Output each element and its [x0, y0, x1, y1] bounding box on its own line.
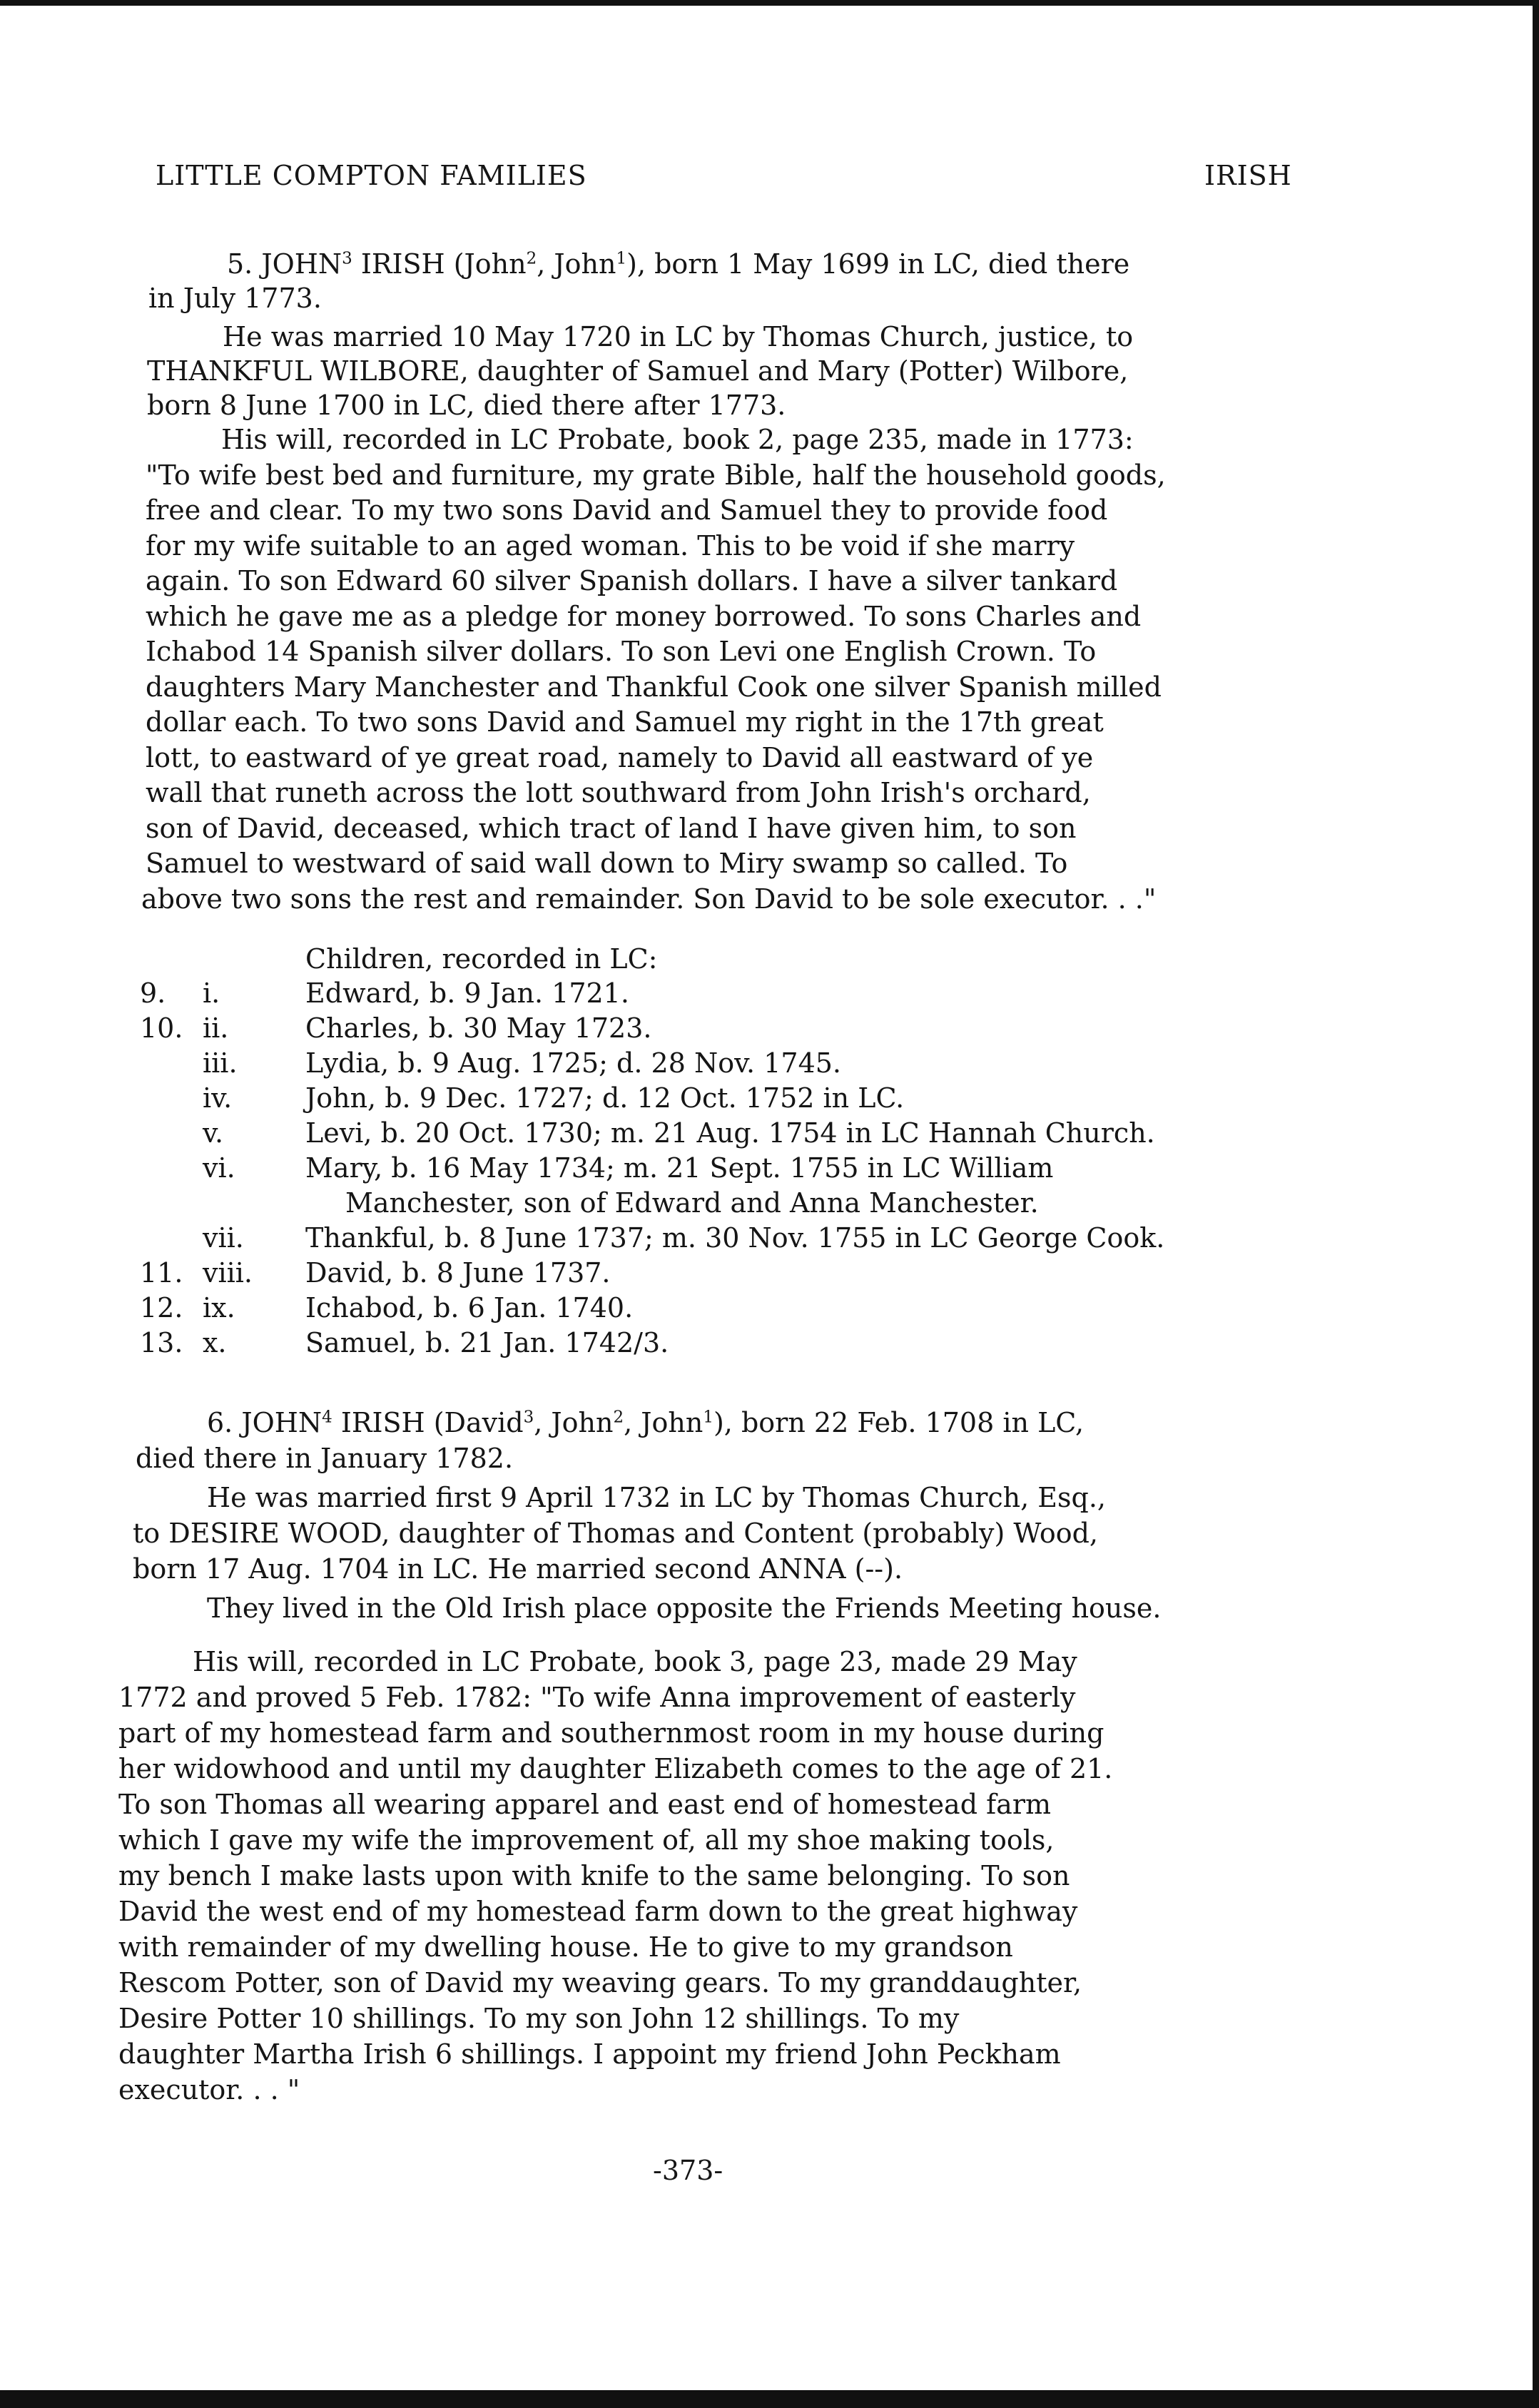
entry-5-will-line: wall that runeth across the lott southward from John Irish's orchard,	[146, 777, 1091, 808]
entry-6-will-line: 1772 and proved 5 Feb. 1782: "To wife Anna improvement of easterly	[118, 1682, 1076, 1713]
scan-border-top	[0, 0, 1539, 6]
entry-6-will-line: To son Thomas all wearing apparel and east end of homestead farm	[118, 1789, 1052, 1820]
running-header-title: LITTLE COMPTON FAMILIES	[156, 160, 587, 191]
entry-5-marriage-line: He was married 10 May 1720 in LC by Thomas Church, justice, to	[223, 321, 1134, 352]
entry-6-will-line: my bench I make lasts upon with knife to the same belonging. To son	[118, 1860, 1070, 1891]
entry-6-will-line: Desire Potter 10 shillings. To my son John 12 shillings. To my	[118, 2003, 960, 2034]
entry-5-will-line: lott, to eastward of ye great road, namely to David all eastward of ye	[146, 742, 1094, 773]
entry-6-will-line: which I gave my wife the improvement of, all my shoe making tools,	[118, 1824, 1055, 1856]
entry-6-will-line: His will, recorded in LC Probate, book 3, page 23, made 29 May	[193, 1646, 1077, 1677]
entry-5-will-line: His will, recorded in LC Probate, book 2, page 235, made in 1773:	[221, 424, 1134, 455]
scan-border-bottom	[0, 2390, 1539, 2408]
page-number: -373-	[653, 2155, 723, 2186]
entry-6-heading-cont: died there in January 1782.	[136, 1443, 514, 1474]
entry-5-heading-cont: in July 1773.	[148, 283, 322, 314]
entry-5-will-line: again. To son Edward 60 silver Spanish dollars. I have a silver tankard	[146, 565, 1118, 596]
entry-6-will-line: executor. . . "	[118, 2074, 300, 2105]
entry-6-marriage-line: born 17 Aug. 1704 in LC. He married second ANNA (--).	[133, 1553, 903, 1585]
entry-5-will-line: "To wife best bed and furniture, my grate Bible, half the household goods,	[146, 459, 1166, 491]
entry-6-heading: 6. JOHN$^4$ IRISH (David$^3$, John$^2$, John$^1$), born 22 Feb. 1708 in LC,	[207, 1407, 1085, 1438]
running-header-surname: IRISH	[1204, 160, 1292, 191]
entry-6-will-line: with remainder of my dwelling house. He to give to my grandson	[118, 1931, 1013, 1963]
entry-6-will-line: part of my homestead farm and southernmost room in my house during	[118, 1717, 1104, 1749]
entry-6-will-line: David the west end of my homestead farm down to the great highway	[118, 1896, 1078, 1927]
entry-6-will-line: her widowhood and until my daughter Elizabeth comes to the age of 21.	[118, 1753, 1113, 1784]
entry-6-will-line: Rescom Potter, son of David my weaving gears. To my granddaughter,	[118, 1967, 1082, 1998]
entry-5-marriage-line: born 8 June 1700 in LC, died there after 1773.	[147, 390, 786, 421]
entry-6-marriage-line: to DESIRE WOOD, daughter of Thomas and Content (probably) Wood,	[133, 1518, 1098, 1549]
entry-5-will-line: Ichabod 14 Spanish silver dollars. To son Levi one English Crown. To	[146, 636, 1097, 667]
scan-border-right	[1533, 0, 1539, 2408]
entry-6-will-line: daughter Martha Irish 6 shillings. I appoint my friend John Peckham	[118, 2038, 1061, 2070]
entry-6-residence: They lived in the Old Irish place opposite the Friends Meeting house.	[207, 1592, 1162, 1624]
entry-5-will-line: son of David, deceased, which tract of land I have given him, to son	[146, 813, 1077, 844]
entry-5-will-line: for my wife suitable to an aged woman. This to be void if she marry	[146, 530, 1075, 562]
entry-5-will-line: Samuel to westward of said wall down to Miry swamp so called. To	[146, 848, 1068, 879]
entry-5-heading: 5. JOHN$^3$ IRISH (John$^2$, John$^1$), born 1 May 1699 in LC, died there	[227, 248, 1130, 280]
entry-5-will-line: free and clear. To my two sons David and Samuel they to provide food	[146, 494, 1108, 526]
entry-6-marriage-line: He was married first 9 April 1732 in LC by Thomas Church, Esq.,	[207, 1482, 1107, 1513]
entry-5-will-line: dollar each. To two sons David and Samuel my right in the 17th great	[146, 706, 1104, 738]
entry-5-will-line: daughters Mary Manchester and Thankful Cook one silver Spanish milled	[146, 671, 1162, 703]
entry-5-will-line: above two sons the rest and remainder. Son David to be sole executor. . ."	[141, 883, 1157, 915]
entry-5-will-line: which he gave me as a pledge for money borrowed. To sons Charles and	[146, 601, 1142, 632]
entry-5-marriage-line: THANKFUL WILBORE, daughter of Samuel and Mary (Potter) Wilbore,	[147, 355, 1129, 387]
children-heading: Children, recorded in LC:	[305, 943, 658, 975]
